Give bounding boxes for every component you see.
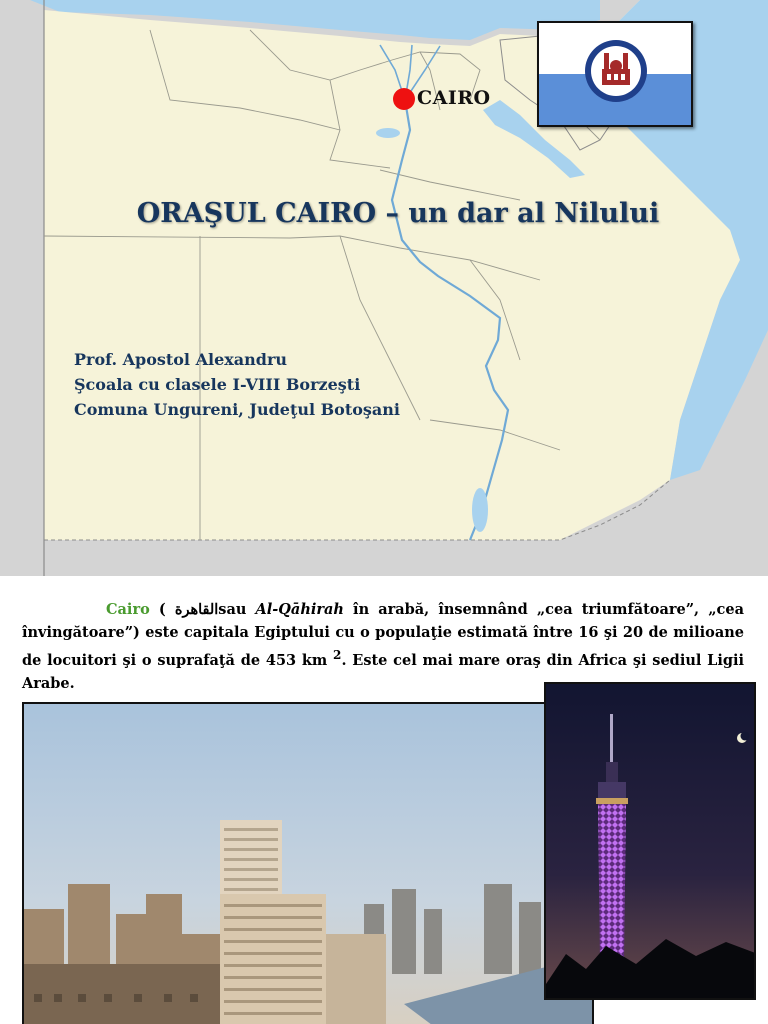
text-b: în arabă, însemnând „cea triumfătoare”, „cea învingătoare”) este capitala Egiptului cu o populaţie estimată între 16 şi 20 de milioane de locuitori şi o suprafaţă de 453 km [22, 601, 744, 669]
sudan [44, 540, 768, 576]
area-superscript: 2 [333, 648, 342, 662]
cairo-map-label: CAIRO [417, 87, 491, 109]
text-c: . Este cel mai mare oraş din Africa şi sediul Ligii Arabe. [22, 651, 744, 692]
transliteration: Al-Qāhirah [255, 601, 344, 618]
cairo-flag [537, 21, 693, 127]
lake-fayoum [376, 128, 400, 138]
lake-nasser [472, 488, 488, 532]
term-cairo: Cairo [106, 601, 150, 618]
text-a: sau [218, 601, 256, 618]
arabic-name: القاهرة [174, 601, 219, 618]
author-block [74, 347, 400, 422]
paren-open: ( [149, 601, 175, 618]
author-location: Comuna Ungureni, Judeţul Botoşani [74, 400, 400, 419]
author-name: Prof. Apostol Alexandru [74, 350, 288, 369]
content-slide [0, 576, 768, 1024]
cairo-skyline-photo [22, 702, 594, 1024]
author-school: Şcoala cu clasele I-VIII Borzeşti [74, 375, 361, 394]
cairo-marker [393, 88, 415, 110]
slide-title: ORAŞUL CAIRO – un dar al Nilului [136, 198, 660, 229]
mosque-emblem-icon [583, 38, 649, 104]
cairo-tower-photo [544, 682, 756, 1000]
description-paragraph [22, 598, 744, 695]
